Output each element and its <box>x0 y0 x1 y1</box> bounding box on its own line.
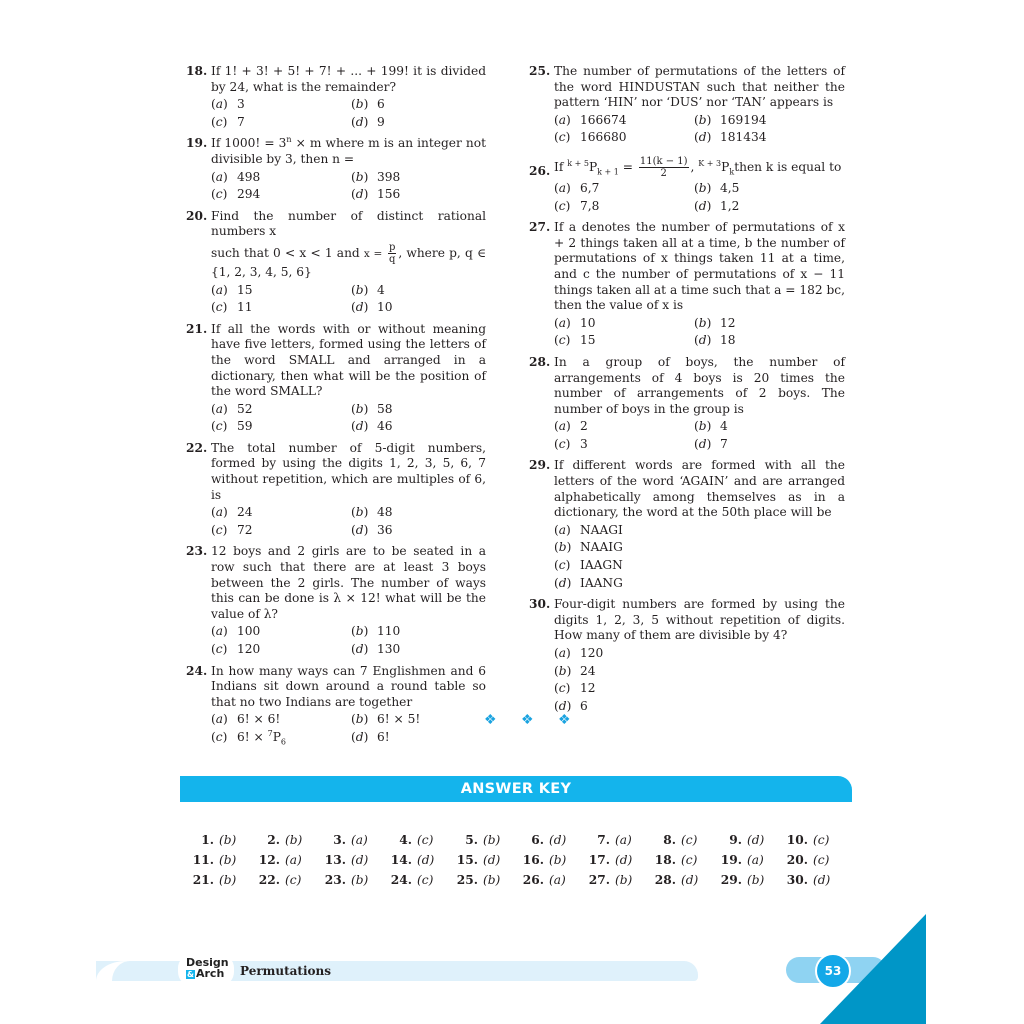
answer-question-number: 1. <box>201 833 214 847</box>
options <box>211 624 486 657</box>
question-23 <box>186 544 486 657</box>
option-c: ( c ) 12 <box>554 681 845 697</box>
options <box>554 316 845 349</box>
answer-question-number: 26. <box>522 873 544 887</box>
question-22 <box>186 441 486 539</box>
option-b: ( b ) 6 <box>351 97 486 113</box>
question-21 <box>186 322 486 435</box>
options <box>554 646 845 714</box>
answer-key-item <box>182 832 248 848</box>
question-20 <box>186 209 486 316</box>
options <box>554 523 845 591</box>
option-d: ( d ) 10 <box>351 300 486 316</box>
answer-option: (d) <box>747 833 765 847</box>
option-b: ( b ) 48 <box>351 505 486 521</box>
answer-option: (a) <box>549 873 566 887</box>
option-a: ( a ) 100 <box>211 624 351 640</box>
answer-option: (d) <box>483 853 501 867</box>
option-c: ( c ) 15 <box>554 333 694 349</box>
question-number: 22. <box>186 440 208 455</box>
option-a: ( a ) 3 <box>211 97 351 113</box>
answer-option: (b) <box>219 833 237 847</box>
answer-key-item <box>380 872 446 888</box>
option-a: ( a ) 120 <box>554 646 845 662</box>
answer-question-number: 22. <box>258 873 280 887</box>
answer-key-item <box>446 872 512 888</box>
option-a: ( a ) 6! × 6! <box>211 712 351 728</box>
option-c: ( c ) 3 <box>554 437 694 453</box>
answer-key-item <box>776 832 842 848</box>
answer-option: (c) <box>681 853 698 867</box>
answer-key-item <box>644 832 710 848</box>
question-text: The total number of 5-digit numbers, formed by using the digits 1, 2, 3, 5, 6, 7 without repetition, which are multiples of 6, is <box>211 440 486 502</box>
answer-option: (b) <box>483 833 501 847</box>
answer-question-number: 27. <box>588 873 610 887</box>
answer-key-item <box>446 852 512 868</box>
section-divider-ornament-icon: ❖ ❖ ❖ <box>484 712 581 728</box>
options <box>554 181 845 214</box>
option-d: ( d ) 181434 <box>694 130 845 146</box>
answer-key-item <box>710 872 776 888</box>
answer-option: (a) <box>747 853 764 867</box>
answer-question-number: 9. <box>729 833 742 847</box>
question-text: If 1000! = $3^n \times m$ where m is an integer not divisible by 3, then n = <box>211 135 486 166</box>
answer-question-number: 21. <box>192 873 214 887</box>
answer-question-number: 25. <box>456 873 478 887</box>
answer-key-grid <box>182 832 842 888</box>
answer-option: (b) <box>219 853 237 867</box>
question-text: If 1! + 3! + 5! + 7! + ... + 199! it is divided by 24, what is the remainder? <box>211 64 486 94</box>
question-number: 26. <box>529 163 551 178</box>
option-b: ( b ) 4 <box>351 283 486 299</box>
question-27 <box>529 220 845 349</box>
option-d: ( d ) 130 <box>351 642 486 658</box>
answer-question-number: 5. <box>465 833 478 847</box>
answer-option: (b) <box>483 873 501 887</box>
answer-key-item <box>512 872 578 888</box>
option-b: ( b ) 398 <box>351 170 486 186</box>
question-text: If a denotes the number of permutations of x + 2 things taken all at a time, b the number of permutations of x things taken 11 at a time, and c the number of permutations of x − 11 things taken all at a time such that a = 182 bc, then the value of x is <box>554 220 845 313</box>
question-18 <box>186 64 486 130</box>
question-text: The number of permutations of the letters of the word HINDUSTAN such that neither the pattern ‘HIN’ nor ‘DUS’ nor ‘TAN’ appears is <box>554 64 845 110</box>
answer-option: (c) <box>813 853 830 867</box>
answer-option: (b) <box>615 873 633 887</box>
answer-question-number: 3. <box>333 833 346 847</box>
answer-question-number: 24. <box>390 873 412 887</box>
question-number: 28. <box>529 354 551 369</box>
option-b: ( b ) 4,5 <box>694 181 845 197</box>
option-a: ( a ) 52 <box>211 402 351 418</box>
option-c: ( c ) IAAGN <box>554 558 845 574</box>
answer-key-item <box>446 832 512 848</box>
question-number: 25. <box>529 64 551 78</box>
answer-question-number: 19. <box>720 853 742 867</box>
answer-key-item <box>182 852 248 868</box>
answer-key-item <box>380 832 446 848</box>
fraction: $\frac{p}{q}$ <box>388 241 396 265</box>
question-text: If different words are formed with all the letters of the word ‘AGAIN’ and are arranged alphabetically among themselves as in a dictionary, the word at the 50th place will be <box>554 458 845 520</box>
answer-question-number: 10. <box>786 833 808 847</box>
answer-key-item <box>578 852 644 868</box>
answer-option: (d) <box>417 853 435 867</box>
answer-option: (d) <box>813 873 831 887</box>
answer-question-number: 13. <box>324 853 346 867</box>
option-d: ( d ) 18 <box>694 333 845 349</box>
question-25 <box>529 64 845 146</box>
answer-option: (b) <box>219 873 237 887</box>
options <box>211 283 486 316</box>
answer-key-item <box>578 872 644 888</box>
answer-question-number: 20. <box>786 853 808 867</box>
option-c: ( c ) 7,8 <box>554 199 694 215</box>
answer-key-item <box>314 832 380 848</box>
option-c: ( c ) 294 <box>211 187 351 203</box>
question-number: 21. <box>186 321 208 336</box>
option-a: ( a ) 24 <box>211 505 351 521</box>
option-b: ( b ) 169194 <box>694 113 845 129</box>
answer-key-item <box>644 852 710 868</box>
answer-option: (c) <box>417 833 434 847</box>
options <box>554 113 845 146</box>
answer-question-number: 15. <box>456 853 478 867</box>
question-29 <box>529 458 845 591</box>
option-c: ( c ) 59 <box>211 419 351 435</box>
option-b: ( b ) NAAIG <box>554 540 845 556</box>
question-text: Find the number of distinct rational numbers x such that 0 < x < 1 and x = $\frac{p}{q}$ , where p, q ∈ {1, 2, 3, 4, 5, 6} <box>211 208 486 279</box>
answer-key-item <box>578 832 644 848</box>
option-d: ( d ) 1,2 <box>694 199 845 215</box>
answer-question-number: 28. <box>654 873 676 887</box>
question-19 <box>186 136 486 202</box>
options <box>211 505 486 538</box>
options <box>211 170 486 203</box>
question-number: 18. <box>186 64 208 78</box>
question-26 <box>529 156 845 214</box>
question-number: 24. <box>186 663 208 678</box>
option-a: ( a ) 6,7 <box>554 181 694 197</box>
option-b: ( b ) 110 <box>351 624 486 640</box>
option-b: ( b ) 58 <box>351 402 486 418</box>
answer-question-number: 4. <box>399 833 412 847</box>
question-text: In how many ways can 7 Englishmen and 6 Indians sit down around a round table so that no two Indians are together <box>211 663 486 709</box>
answer-key-item <box>182 872 248 888</box>
question-28 <box>529 355 845 453</box>
option-b: ( b ) 24 <box>554 664 845 680</box>
question-number: 30. <box>529 597 551 612</box>
answer-key-item <box>314 872 380 888</box>
question-text: If all the words with or without meaning have five letters, formed using the letters of the word SMALL and arranged in a dictionary, then what will be the position of the word SMALL? <box>211 321 486 399</box>
question-number: 29. <box>529 458 551 473</box>
option-b: ( b ) 4 <box>694 419 845 435</box>
answer-option: (d) <box>549 833 567 847</box>
option-d: ( d ) 36 <box>351 523 486 539</box>
answer-question-number: 8. <box>663 833 676 847</box>
answer-option: (c) <box>813 833 830 847</box>
question-number: 23. <box>186 544 208 559</box>
option-c: ( c ) 72 <box>211 523 351 539</box>
option-d: ( d ) IAANG <box>554 576 845 592</box>
option-d: ( d ) 7 <box>694 437 845 453</box>
answer-question-number: 11. <box>192 853 214 867</box>
option-a: ( a ) 2 <box>554 419 694 435</box>
answer-option: (d) <box>681 873 699 887</box>
answer-option: (c) <box>681 833 698 847</box>
answer-option: (b) <box>351 873 369 887</box>
answer-key-item <box>710 832 776 848</box>
options <box>211 712 486 745</box>
option-c: ( c ) 11 <box>211 300 351 316</box>
question-number: 19. <box>186 136 208 151</box>
answer-question-number: 17. <box>588 853 610 867</box>
question-text: Four-digit numbers are formed by using the digits 1, 2, 3, 5 without repetition of digits. How many of them are divisible by 4? <box>554 597 845 643</box>
answer-option: (a) <box>615 833 632 847</box>
option-d: ( d ) 9 <box>351 115 486 131</box>
option-b: ( b ) 12 <box>694 316 845 332</box>
question-text: In a group of boys, the number of arrangements of 4 boys is 20 times the number of arrangements of 2 boys. The number of boys in the group is <box>554 354 845 416</box>
option-c: ( c ) 6! × $^7P_6$ <box>211 730 351 746</box>
answer-question-number: 12. <box>258 853 280 867</box>
option-a: ( a ) 498 <box>211 170 351 186</box>
answer-question-number: 6. <box>531 833 544 847</box>
left-question-column <box>186 64 486 752</box>
answer-key-header: ANSWER KEY <box>180 776 852 802</box>
publisher-logo: Design & Arch <box>178 954 234 986</box>
answer-option: (b) <box>285 833 303 847</box>
page-number: 53 <box>815 953 851 989</box>
answer-question-number: 18. <box>654 853 676 867</box>
answer-option: (a) <box>285 853 302 867</box>
answer-question-number: 30. <box>786 873 808 887</box>
answer-key-item <box>644 872 710 888</box>
answer-option: (c) <box>285 873 302 887</box>
answer-option: (d) <box>615 853 633 867</box>
answer-key-item <box>776 852 842 868</box>
answer-question-number: 7. <box>597 833 610 847</box>
options <box>211 97 486 130</box>
fraction: $\frac{11(k - 1)}{2}$ <box>639 155 688 179</box>
answer-key-item <box>710 852 776 868</box>
answer-key-item <box>248 832 314 848</box>
question-text: If $^{k + 5}P_{k + 1}$ = $\frac{11(k - 1)}{2}$ , $^{K + 3}P_kthen$ k is equal to <box>554 155 842 179</box>
option-c: ( c ) 7 <box>211 115 351 131</box>
question-30 <box>529 597 845 714</box>
option-a: ( a ) NAAGI <box>554 523 845 539</box>
answer-question-number: 2. <box>267 833 280 847</box>
answer-option: (a) <box>351 833 368 847</box>
question-number: 27. <box>529 220 551 235</box>
options <box>211 402 486 435</box>
answer-option: (d) <box>351 853 369 867</box>
answer-option: (b) <box>747 873 765 887</box>
answer-option: (c) <box>417 873 434 887</box>
answer-key-item <box>512 852 578 868</box>
option-d: ( d ) 6! <box>351 730 486 746</box>
option-a: ( a ) 166674 <box>554 113 694 129</box>
answer-question-number: 29. <box>720 873 742 887</box>
option-a: ( a ) 10 <box>554 316 694 332</box>
question-text: 12 boys and 2 girls are to be seated in a row such that there are at least 3 boys between the 2 girls. The number of ways this can be done is λ × 12! what will be the value of λ? <box>211 544 486 621</box>
answer-key-item <box>776 872 842 888</box>
option-d: ( d ) 6 <box>554 699 845 715</box>
answer-question-number: 14. <box>390 853 412 867</box>
option-b: ( b ) 6! × 5! <box>351 712 486 728</box>
question-number: 20. <box>186 208 208 223</box>
question-24 <box>186 664 486 746</box>
answer-key-item <box>512 832 578 848</box>
answer-option: (b) <box>549 853 567 867</box>
option-c: ( c ) 166680 <box>554 130 694 146</box>
option-a: ( a ) 15 <box>211 283 351 299</box>
option-c: ( c ) 120 <box>211 642 351 658</box>
answer-key-item <box>380 852 446 868</box>
right-question-column <box>529 64 845 720</box>
options <box>554 419 845 452</box>
answer-key-item <box>248 872 314 888</box>
chapter-title: Permutations <box>240 964 331 978</box>
answer-key-item <box>248 852 314 868</box>
answer-question-number: 16. <box>522 853 544 867</box>
answer-question-number: 23. <box>324 873 346 887</box>
option-d: ( d ) 156 <box>351 187 486 203</box>
option-d: ( d ) 46 <box>351 419 486 435</box>
answer-key-item <box>314 852 380 868</box>
